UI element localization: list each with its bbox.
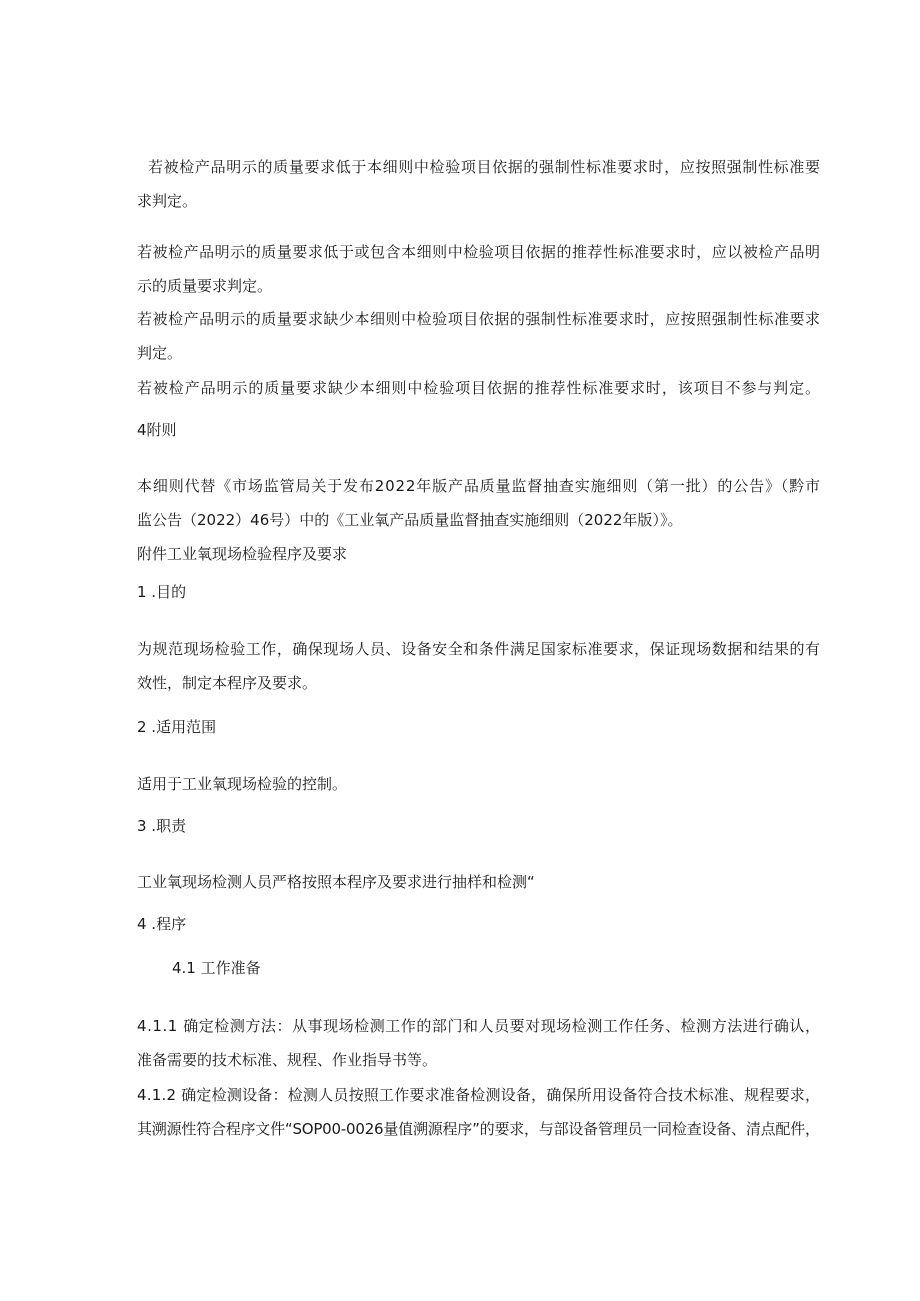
paragraph-line: 示的质量要求判定。 xyxy=(137,277,273,295)
paragraph-line: 判定。 xyxy=(137,344,183,362)
paragraph-line: 4.1.1 确定检测方法：从事现场检测工作的部门和人员要对现场检测工作任务、检测方法进行确认， xyxy=(137,1017,821,1035)
paragraph-line: 若被检产品明示的质量要求缺少本细则中检验项目依据的强制性标准要求时，应按照强制性标准要求 xyxy=(137,310,821,328)
section-heading: 1 .目的 xyxy=(137,583,187,601)
paragraph-line: 准备需要的技术标准、规程、作业指导书等。 xyxy=(137,1051,438,1069)
section-heading: 4 .程序 xyxy=(137,915,187,933)
subsection-heading: 4.1 工作准备 xyxy=(172,959,261,977)
paragraph-line: 4.1.2 确定检测设备：检测人员按照工作要求准备检测设备，确保所用设备符合技术标准、规程要求， xyxy=(137,1086,821,1104)
paragraph-line: 本细则代替《市场监管局关于发布2022年版产品质量监督抽查实施细则（第一批）的公告》（黔市 xyxy=(137,477,821,495)
attachment-title-text: 附件工业氧现场检验程序及要求 xyxy=(137,545,348,563)
paragraph-line: 若被检产品明示的质量要求低于或包含本细则中检验项目依据的推荐性标准要求时，应以被检产品明 xyxy=(137,243,821,261)
paragraph-line: 为规范现场检验工作，确保现场人员、设备安全和条件满足国家标准要求，保证现场数据和结果的有 xyxy=(137,640,821,658)
paragraph-line: 其溯源性符合程序文件“SOP00-0026量值溯源程序”的要求，与部设备管理员一同检查设备、清点配件， xyxy=(137,1120,820,1138)
section-heading: 4附则 xyxy=(137,421,177,439)
paragraph-line: 若被检产品明示的质量要求低于本细则中检验项目依据的强制性标准要求时，应按照强制性标准要 xyxy=(148,158,821,176)
paragraph-line: 求判定。 xyxy=(137,192,198,210)
paragraph-line: 效性，制定本程序及要求。 xyxy=(137,674,318,692)
paragraph-line: 监公告（2022）46号）中的《工业氧产品质量监督抽查实施细则（2022年版）》。 xyxy=(137,511,683,529)
paragraph-line: 工业氧现场检测人员严格按照本程序及要求进行抽样和检测“ xyxy=(137,873,535,891)
section-heading: 3 .职责 xyxy=(137,817,187,835)
section-heading: 2 .适用范围 xyxy=(137,718,217,736)
paragraph-line: 若被检产品明示的质量要求缺少本细则中检验项目依据的推荐性标准要求时，该项目不参与判定。 xyxy=(137,379,821,397)
paragraph-line: 适用于工业氧现场检验的控制。 xyxy=(137,775,348,793)
